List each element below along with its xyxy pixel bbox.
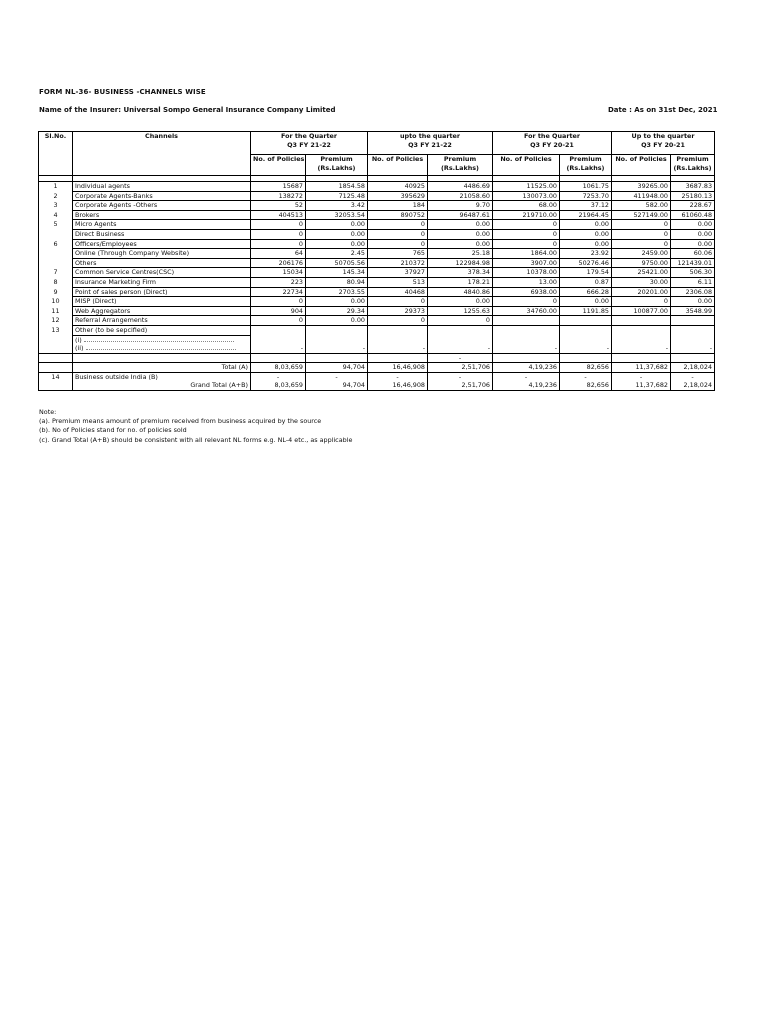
- table-cell: 80.94: [306, 277, 368, 287]
- table-row: [39, 210, 715, 220]
- table-cell: 3907.00: [493, 258, 560, 268]
- row-slno: 1: [39, 182, 73, 192]
- table-cell: 61060.48: [671, 210, 715, 220]
- row-channel: Micro Agents: [73, 220, 251, 230]
- table-cell: 2,51,706: [428, 363, 493, 373]
- row-slno: 7: [39, 268, 73, 278]
- row-label: Grand Total (A+B): [73, 381, 251, 390]
- table-row: [39, 220, 715, 230]
- table-cell: 0: [251, 316, 306, 326]
- table-cell: -: [251, 344, 306, 353]
- table-row: [39, 297, 715, 307]
- table-cell: -: [560, 344, 612, 353]
- col-slno: Sl.No.: [39, 132, 73, 155]
- row-label: Total (A): [73, 363, 251, 373]
- table-cell: 0.00: [428, 229, 493, 239]
- table-cell: 4486.69: [428, 182, 493, 192]
- table-cell: 0: [251, 239, 306, 249]
- table-cell: 10378.00: [493, 268, 560, 278]
- table-row: [39, 277, 715, 287]
- table-cell: 96487.61: [428, 210, 493, 220]
- table-cell: 0: [493, 239, 560, 249]
- table-cell: 219710.00: [493, 210, 560, 220]
- table-row: [39, 201, 715, 211]
- table-cell: 2703.55: [306, 287, 368, 297]
- table-row-other-ii: (ii) - - - - - - - -: [39, 344, 715, 353]
- note-b: (b). No of Policies stand for no. of policies sold: [39, 426, 187, 435]
- table-cell: 9.70: [428, 201, 493, 211]
- table-cell: 2306.08: [671, 287, 715, 297]
- table-cell: 8,03,659: [251, 381, 306, 390]
- table-cell: 2,51,706: [428, 381, 493, 390]
- row-channel: Web Aggregators: [73, 306, 251, 316]
- table-row: [39, 249, 715, 259]
- table-cell: 228.67: [671, 201, 715, 211]
- table-cell: 82,656: [560, 363, 612, 373]
- table-cell: 179.54: [560, 268, 612, 278]
- table-row-other-i: (i): [39, 335, 715, 344]
- row-channel: Brokers: [73, 210, 251, 220]
- row-channel: Point of sales person (Direct): [73, 287, 251, 297]
- table-cell: 11525.00: [493, 182, 560, 192]
- table-cell: 2459.00: [612, 249, 671, 259]
- table-cell: -: [493, 372, 560, 381]
- row-slno: 2: [39, 191, 73, 201]
- table-cell: 0: [368, 229, 428, 239]
- table-cell: -: [612, 372, 671, 381]
- table-cell: 0: [368, 239, 428, 249]
- row-slno: [39, 249, 73, 259]
- table-cell: 4840.86: [428, 287, 493, 297]
- table-cell: 64: [251, 249, 306, 259]
- note-c: (c). Grand Total (A+B) should be consistent with all relevant NL forms e.g. NL-4 etc., as applicable: [39, 435, 353, 444]
- table-cell: 0.00: [560, 239, 612, 249]
- row-slno: 11: [39, 306, 73, 316]
- table-cell: 0.00: [306, 316, 368, 326]
- note-a: (a). Premium means amount of premium received from business acquired by the source: [39, 417, 322, 426]
- row-slno: 5: [39, 220, 73, 230]
- table-cell: 2.45: [306, 249, 368, 259]
- col-policies: No. of Policies: [251, 155, 306, 176]
- table-cell: 3548.99: [671, 306, 715, 316]
- table-cell: 6938.00: [493, 287, 560, 297]
- table-cell: 0.00: [306, 297, 368, 307]
- table-cell: 395629: [368, 191, 428, 201]
- table-cell: 50276.46: [560, 258, 612, 268]
- table-cell: -: [368, 344, 428, 353]
- table-cell: 100877.00: [612, 306, 671, 316]
- table-cell: 7253.70: [560, 191, 612, 201]
- col-channels: Channels: [73, 132, 251, 155]
- table-cell: 0.00: [560, 229, 612, 239]
- table-cell: -: [368, 372, 428, 381]
- table-cell: -: [612, 344, 671, 353]
- row-slno: [39, 258, 73, 268]
- table-cell: 0.00: [306, 220, 368, 230]
- table-cell: 138272: [251, 191, 306, 201]
- table-cell: 9750.00: [612, 258, 671, 268]
- table-cell: 513: [368, 277, 428, 287]
- table-cell: 0.00: [428, 220, 493, 230]
- table-cell: 30.00: [612, 277, 671, 287]
- table-cell: 3.42: [306, 201, 368, 211]
- table-cell: -: [251, 372, 306, 381]
- row-channel: Other (to be sepcified): [73, 325, 251, 335]
- table-row: [39, 316, 715, 326]
- col-group-2: upto the quarter Q3 FY 21-22: [368, 132, 493, 155]
- table-cell: 15034: [251, 268, 306, 278]
- row-channel: Direct Business: [73, 229, 251, 239]
- table-cell: 0: [368, 316, 428, 326]
- table-row-outside: [39, 372, 715, 381]
- table-cell: 34760.00: [493, 306, 560, 316]
- table-cell: 0.00: [428, 297, 493, 307]
- table-cell: -: [493, 344, 560, 353]
- table-cell: 25.18: [428, 249, 493, 259]
- table-cell: 121439.01: [671, 258, 715, 268]
- col-premium: Premium (Rs.Lakhs): [306, 155, 368, 176]
- table-cell: 32053.54: [306, 210, 368, 220]
- table-cell: [493, 316, 560, 326]
- table-cell: 0.00: [306, 239, 368, 249]
- table-cell: -: [428, 344, 493, 353]
- col-group-4: Up to the quarter Q3 FY 20-21: [612, 132, 715, 155]
- table-cell: 0.00: [428, 239, 493, 249]
- table-cell: 145.34: [306, 268, 368, 278]
- table-cell: 223: [251, 277, 306, 287]
- table-cell: -: [428, 372, 493, 381]
- row-channel: Others: [73, 258, 251, 268]
- table-cell: 0: [251, 229, 306, 239]
- table-cell: 582.00: [612, 201, 671, 211]
- col-premium: Premium (Rs.Lakhs): [671, 155, 715, 176]
- table-cell: 15687: [251, 182, 306, 192]
- table-cell: 506.30: [671, 268, 715, 278]
- row-channel: Individual agents: [73, 182, 251, 192]
- col-premium: Premium (Rs.Lakhs): [560, 155, 612, 176]
- table-cell: 0: [612, 239, 671, 249]
- row-slno: 14: [39, 372, 73, 381]
- row-slno: [39, 229, 73, 239]
- row-slno: 10: [39, 297, 73, 307]
- table-cell: -: [671, 372, 715, 381]
- table-row-total-a: [39, 363, 715, 373]
- table-cell: 666.28: [560, 287, 612, 297]
- table-cell: -: [560, 372, 612, 381]
- table-cell: [671, 316, 715, 326]
- table-cell: 130073.00: [493, 191, 560, 201]
- table-cell: -: [306, 344, 368, 353]
- table-cell: 0: [251, 220, 306, 230]
- table-cell: 25421.00: [612, 268, 671, 278]
- table-cell: 3687.83: [671, 182, 715, 192]
- table-cell: 0: [251, 297, 306, 307]
- table-row: [39, 268, 715, 278]
- table-row: [39, 258, 715, 268]
- table-cell: 0.00: [560, 297, 612, 307]
- table-row-grand-total: [39, 381, 715, 390]
- row-slno: 12: [39, 316, 73, 326]
- report-date: Date : As on 31st Dec, 2021: [608, 106, 718, 114]
- table-body: 1 Individual agents 15687 1854.58 40925 4486.69 11525.00 1061.75 39265.00 3687.83 2 Corporate Agents-Banks 138272 7125.48 395629 21058.60 130073.00 7253.70 411948.00 25180.13 3 Corporate Agents -Others 52 3.42 184 9.70 68.00 37.12 582.00 228.67 4 Brokers 404513 32053.54 890752 96487.61 219710.00 21964.45 527149.00 61060.48 5 Micro Agents 0 0.00 0 0.00 0 0.00 0 0.00 Direct Business 0 0.00 0 0.00 0 0.00 0 0.00 6 Officers/Employees 0 0.00 0 0.00 0 0.00 0 0.00 Online (Through Company Website) 64 2.45 765 25.18 1864.00 23.92 2459.00 60.06 Others 206176 50705.56 210372 122984.98 3907.00 50276.46 9750.00 121439.01 7 Common Service Centres(CSC) 15034 145.34 37927 378.34 10378.00 179.54 25421.00 506.30 8 Insurance Marketing Firm 223 80.94 513 178.21 13.00 0.87 30.00 6.11 9 Point of sales person (Direct) 22734 2703.55 40468 4840.86 6938.00 666.28 20201.00 2306.08 10 MISP (Direct) 0 0.00 0 0.00 0 0.00 0 0.00 11 Web Aggregators 904 29.34 29373 1255.63 34760.00 1191.85 100877.00 3548.99 12 Referral Arrangements 0 0.00 0 0 13 Other (to be sepcified) (i) (ii) - - - - - - - - - Total (A) 8,03,659 94,704 16,46,908 2,51,706 4,19,236 82,656 11,37,682 2,18,024 14 Business outside India (B) - - - - - - - - Grand Total (A+B) 8,03,659 94,704 16,46,908 2,51,706 4,19,236 82,656 11,37,682 2,18,024: [39, 182, 715, 391]
- table-cell: 184: [368, 201, 428, 211]
- table-cell: 0: [493, 297, 560, 307]
- table-cell: 8,03,659: [251, 363, 306, 373]
- table-cell: 411948.00: [612, 191, 671, 201]
- table-cell: 0: [612, 220, 671, 230]
- table-cell: 404513: [251, 210, 306, 220]
- table-cell: 0: [368, 297, 428, 307]
- table-cell: 0: [493, 229, 560, 239]
- form-title: FORM NL-36- BUSINESS -CHANNELS WISE: [39, 88, 206, 96]
- table-cell: 206176: [251, 258, 306, 268]
- table-cell: 20201.00: [612, 287, 671, 297]
- table-cell: 4,19,236: [493, 381, 560, 390]
- row-channel: Referral Arrangements: [73, 316, 251, 326]
- table-cell: 29373: [368, 306, 428, 316]
- table-cell: 0.00: [306, 229, 368, 239]
- table-cell: 4,19,236: [493, 363, 560, 373]
- table-cell: 16,46,908: [368, 381, 428, 390]
- col-policies: No. of Policies: [493, 155, 560, 176]
- channels-table: [38, 131, 715, 391]
- table-cell: 210372: [368, 258, 428, 268]
- table-row-other: [39, 325, 715, 335]
- table-row: [39, 287, 715, 297]
- table-cell: 765: [368, 249, 428, 259]
- row-slno: 8: [39, 277, 73, 287]
- table-cell: 2,18,024: [671, 363, 715, 373]
- table-cell: 40468: [368, 287, 428, 297]
- table-cell: 21964.45: [560, 210, 612, 220]
- row-channel: Online (Through Company Website): [73, 249, 251, 259]
- row-slno: 6: [39, 239, 73, 249]
- table-cell: 11,37,682: [612, 363, 671, 373]
- table-cell: 94,704: [306, 381, 368, 390]
- table-cell: 890752: [368, 210, 428, 220]
- table-cell: [560, 316, 612, 326]
- table-row: [39, 182, 715, 192]
- table-cell: 0.00: [560, 220, 612, 230]
- row-slno: 9: [39, 287, 73, 297]
- table-cell: 60.06: [671, 249, 715, 259]
- table-cell: 527149.00: [612, 210, 671, 220]
- table-cell: 0.00: [671, 297, 715, 307]
- table-cell: 22734: [251, 287, 306, 297]
- table-cell: 13.00: [493, 277, 560, 287]
- table-cell: 29.34: [306, 306, 368, 316]
- table-cell: 82,656: [560, 381, 612, 390]
- table-cell: 52: [251, 201, 306, 211]
- row-channel: Insurance Marketing Firm: [73, 277, 251, 287]
- col-group-3: For the Quarter Q3 FY 20-21: [493, 132, 612, 155]
- insurer-name: Name of the Insurer: Universal Sompo General Insurance Company Limited: [39, 106, 336, 114]
- table-cell: 39265.00: [612, 182, 671, 192]
- table-cell: 378.34: [428, 268, 493, 278]
- table-cell: 11,37,682: [612, 381, 671, 390]
- table-cell: 1854.58: [306, 182, 368, 192]
- table-cell: 21058.60: [428, 191, 493, 201]
- table-cell: 40925: [368, 182, 428, 192]
- table-cell: 68.00: [493, 201, 560, 211]
- table-cell: 122984.98: [428, 258, 493, 268]
- table-cell: 1191.85: [560, 306, 612, 316]
- table-cell: -: [306, 372, 368, 381]
- table-cell: 94,704: [306, 363, 368, 373]
- row-channel: Officers/Employees: [73, 239, 251, 249]
- table-cell: 2,18,024: [671, 381, 715, 390]
- notes: [39, 408, 352, 445]
- row-channel: Corporate Agents-Banks: [73, 191, 251, 201]
- table-cell: 1061.75: [560, 182, 612, 192]
- table-cell: 178.21: [428, 277, 493, 287]
- table-cell: 0.87: [560, 277, 612, 287]
- row-slno: 4: [39, 210, 73, 220]
- row-channel: Common Service Centres(CSC): [73, 268, 251, 278]
- table-cell: 0: [368, 220, 428, 230]
- table-cell: 6.11: [671, 277, 715, 287]
- table-cell: -: [671, 344, 715, 353]
- table-cell: 7125.48: [306, 191, 368, 201]
- table-row: [39, 306, 715, 316]
- table-cell: 0.00: [671, 229, 715, 239]
- table-cell: 1864.00: [493, 249, 560, 259]
- col-policies: No. of Policies: [612, 155, 671, 176]
- row-channel: MISP (Direct): [73, 297, 251, 307]
- row-slno: 13: [39, 325, 73, 335]
- table-cell: 0.00: [671, 220, 715, 230]
- table-cell: 0.00: [671, 239, 715, 249]
- table-row: [39, 191, 715, 201]
- table-cell: 0: [612, 297, 671, 307]
- table-cell: [612, 316, 671, 326]
- notes-title: Note:: [39, 408, 57, 416]
- table-cell: 0: [428, 316, 493, 326]
- table-row: [39, 229, 715, 239]
- row-slno: 3: [39, 201, 73, 211]
- table-cell: 37.12: [560, 201, 612, 211]
- row-channel: Corporate Agents -Others: [73, 201, 251, 211]
- col-group-1: For the Quarter Q3 FY 21-22: [251, 132, 368, 155]
- col-policies: No. of Policies: [368, 155, 428, 176]
- table-cell: 904: [251, 306, 306, 316]
- row-label: Business outside India (B): [73, 372, 251, 381]
- table-cell: 50705.56: [306, 258, 368, 268]
- col-premium: Premium (Rs.Lakhs): [428, 155, 493, 176]
- table-cell: 1255.63: [428, 306, 493, 316]
- table-cell: 37927: [368, 268, 428, 278]
- table-cell: 25180.13: [671, 191, 715, 201]
- table-cell: 0: [493, 220, 560, 230]
- table-cell: 16,46,908: [368, 363, 428, 373]
- table-row: [39, 239, 715, 249]
- table-cell: 0: [612, 229, 671, 239]
- table-cell: 23.92: [560, 249, 612, 259]
